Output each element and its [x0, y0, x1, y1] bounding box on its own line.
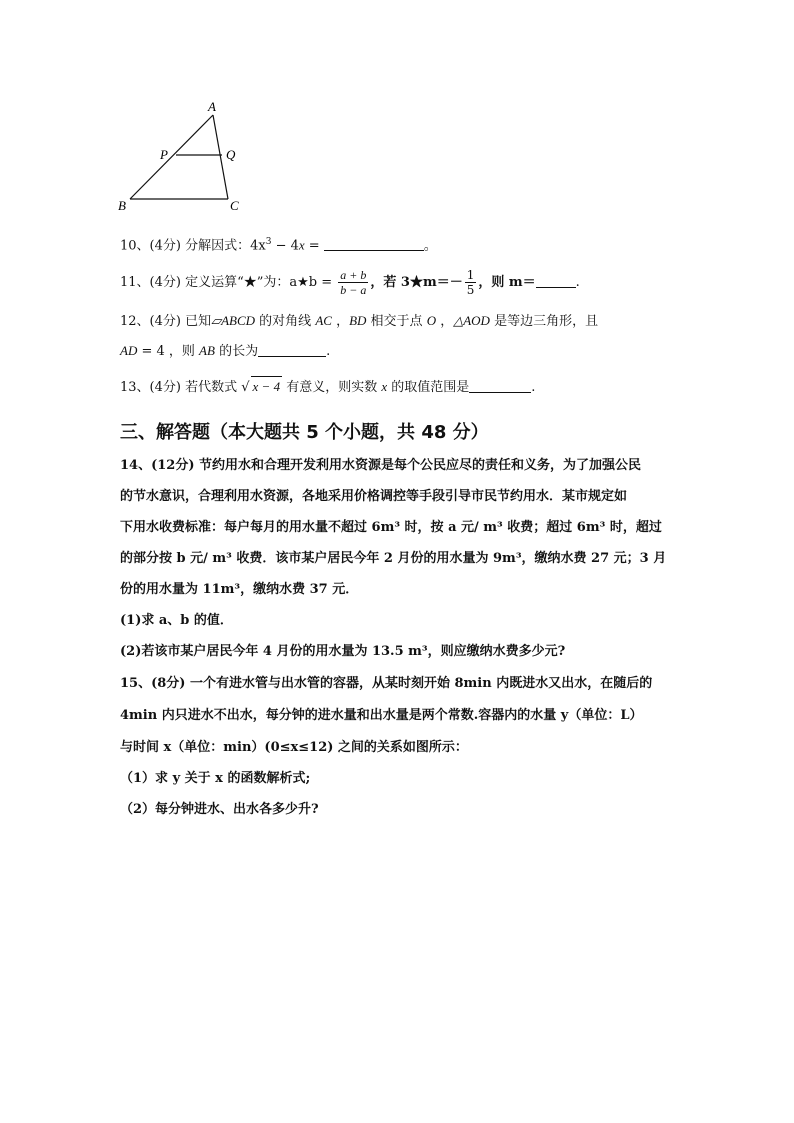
side-ab: [130, 115, 213, 199]
q11-frac2-num: 1: [466, 268, 475, 282]
q12-ad: AD: [120, 343, 138, 358]
q14-sub-2: (2)若该市某户居民今年 4 月份的用水量为 13.5 m³，则应缴纳水费多少元?: [120, 644, 566, 659]
q13-var: x: [381, 379, 388, 394]
q12-ab: AB: [199, 343, 215, 358]
label-b: B: [118, 198, 126, 213]
question-12-line-2: [120, 341, 330, 362]
question-12-line-1: [120, 311, 598, 332]
q11-frac-num: a + b: [340, 268, 367, 282]
q13-tail: 的取值范围是: [387, 380, 470, 395]
q11-fraction-2: [465, 268, 477, 297]
question-11: [120, 268, 580, 297]
q11-fraction: [338, 268, 368, 297]
q10-prefix: 10、(4分) 分解因式：: [120, 238, 251, 254]
question-13: [120, 376, 535, 398]
q14-line-4: 的部分按 b 元/ m³ 收费．该市某户居民今年 2 月份的用水量为 9m³，缴纳水费 27 元；3 月: [120, 551, 667, 566]
q11-tail: ，则 m＝: [478, 275, 536, 290]
q12-parallelogram: ▱ABCD: [211, 313, 256, 328]
q15-line-1: 15、(8分) 一个有进水管与出水管的容器，从某时刻开始 8min 内既进水又出水，在随后的: [120, 676, 653, 691]
q11-frac2-den: 5: [466, 283, 475, 297]
q12-l1f: 是等边三角形，且: [489, 314, 599, 329]
q13-answer-blank[interactable]: [469, 378, 531, 393]
q15-sub-1: （1）求 y 关于 x 的函数解析式;: [120, 771, 311, 786]
label-a: A: [208, 99, 216, 114]
q12-l2b: 的长为: [214, 344, 259, 359]
q15-sub-2: （2）每分钟进水、出水各多少升?: [120, 802, 319, 817]
q11-end: .: [575, 275, 580, 290]
label-c: C: [230, 198, 239, 213]
q14-line-2: 的节水意识，合理利用水资源，各地采用价格调控等手段引导市民节约用水．某市规定如: [120, 489, 628, 504]
q12-l1d: 相交于点: [366, 314, 427, 329]
q14-line-5: 份的用水量为 11m³，缴纳水费 37 元．: [120, 582, 359, 597]
q10-expr-a: 4x: [250, 238, 266, 254]
q11-answer-blank[interactable]: [536, 273, 576, 288]
q12-triangle: △AOD: [453, 313, 490, 328]
q12-o: O: [426, 313, 437, 328]
q12-bd: BD: [349, 313, 367, 328]
q11-mid: ，若 3★m＝－: [370, 275, 463, 290]
q13-sqrt-sign: √: [241, 380, 250, 395]
triangle-figure: [112, 98, 252, 218]
q12-end: .: [326, 344, 331, 359]
q14-line-1: 14、(12分) 节约用水和合理开发利用水资源是每个公民应尽的责任和义务，为了加强公民: [120, 458, 642, 473]
q13-radicand: x − 4: [251, 376, 283, 397]
question-10: [120, 232, 437, 256]
q12-l1a: 12、(4分) 已知: [120, 314, 212, 329]
q13-end: .: [531, 380, 536, 395]
q12-answer-blank[interactable]: [258, 342, 326, 357]
q15-line-2: 4min 内只进水不出水，每分钟的进水量和出水量是两个常数.容器内的水量 y（单位：L）: [120, 708, 643, 723]
q12-ac: AC: [315, 313, 332, 328]
q10-eq: =: [304, 238, 324, 254]
label-p: P: [160, 147, 168, 162]
label-q: Q: [226, 147, 236, 162]
q12-l1c: ，: [331, 314, 350, 329]
q11-frac-den: b − a: [340, 283, 367, 297]
q10-expr-b: − 4: [271, 238, 299, 254]
q10-var: x: [298, 237, 305, 253]
q10-sup: 3: [265, 237, 272, 247]
q11-prefix: 11、(4分) 定义运算“★”为：a★b =: [120, 275, 337, 290]
section-heading: 三、解答题（本大题共 5 个小题，共 48 分）: [120, 422, 489, 443]
q13-prefix: 13、(4分) 若代数式: [120, 380, 242, 395]
q10-answer-blank[interactable]: [324, 236, 424, 251]
q12-l2a: = 4 ，则: [137, 344, 200, 359]
q12-l1e: ，: [436, 314, 454, 329]
q15-line-3: 与时间 x（单位：min）(0≤x≤12) 之间的关系如图所示：: [120, 740, 468, 755]
q12-l1b: 的对角线: [255, 314, 316, 329]
q13-mid: 有意义，则实数: [282, 380, 382, 395]
q14-line-3: 下用水收费标准：每户每月的用水量不超过 6m³ 时，按 a 元/ m³ 收费；超过 6m³ 时，超过: [120, 520, 662, 535]
q14-sub-1: (1)求 a、b 的值．: [120, 613, 233, 628]
q10-end: 。: [423, 238, 437, 254]
